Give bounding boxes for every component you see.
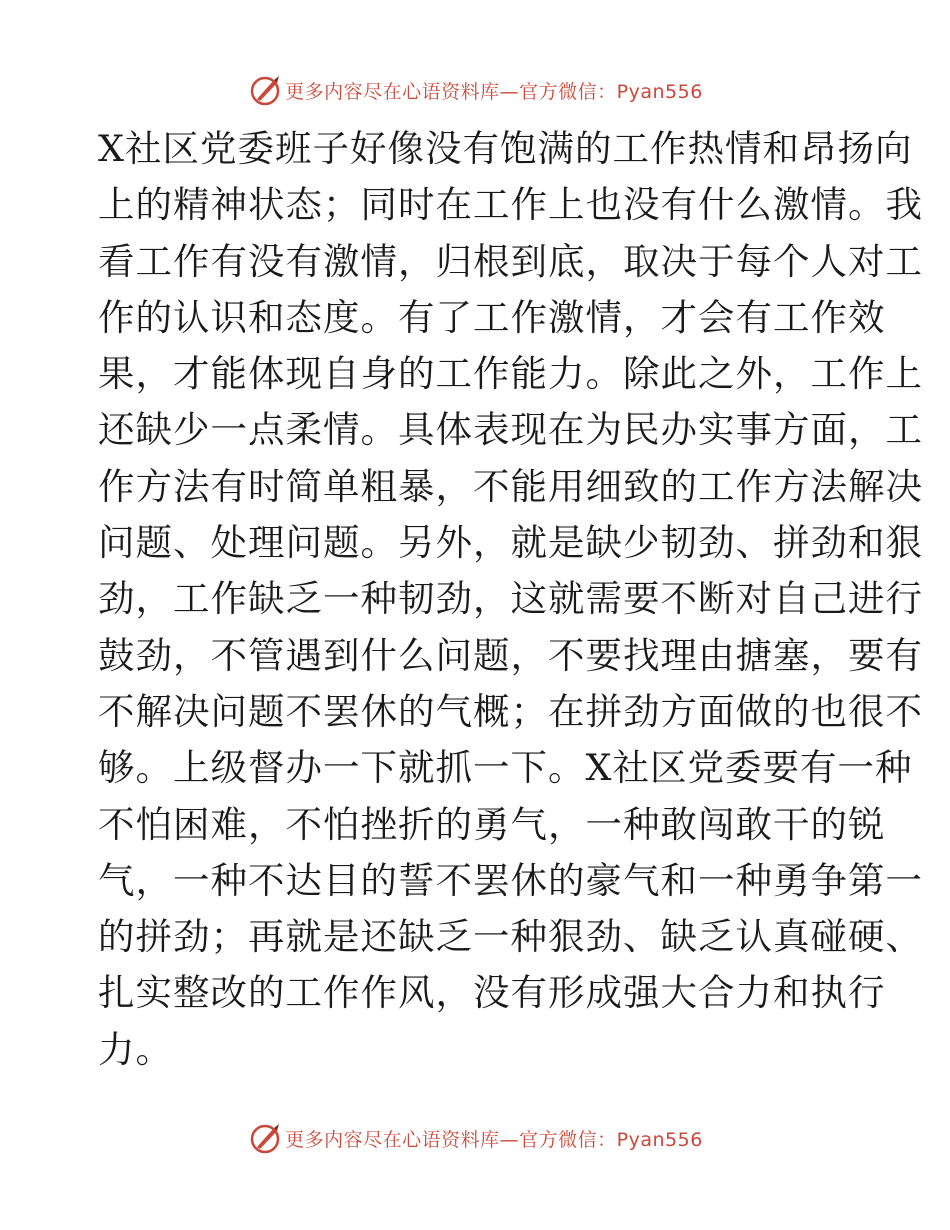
body-line: 够。上级督办一下就抓一下。X社区党委要有一种 [98, 746, 913, 790]
body-line: 气，一种不达目的誓不罢休的豪气和一种勇争第一 [98, 858, 923, 902]
quill-pen-seal-icon [247, 1120, 283, 1156]
body-line: 鼓劲，不管遇到什么问题，不要找理由搪塞，要有 [98, 633, 923, 677]
body-line: 不解决问题不罢休的气概；在拼劲方面做的也很不 [98, 689, 923, 733]
body-line: 看工作有没有激情，归根到底，取决于每个人对工 [98, 239, 923, 283]
body-line: 不怕困难，不怕挫折的勇气，一种敢闯敢干的锐 [98, 802, 886, 846]
document-body [98, 121, 923, 1078]
body-line: X社区党委班子好像没有饱满的工作热情和昂扬向 [98, 127, 913, 170]
body-line: 力。 [98, 1027, 173, 1071]
body-line: 扎实整改的工作作风，没有形成强大合力和执行 [98, 971, 886, 1015]
body-line: 还缺少一点柔情。具体表现在为民办实事方面，工 [98, 408, 923, 452]
body-line: 果，才能体现自身的工作能力。除此之外，工作上 [98, 352, 923, 396]
footer-watermark [0, 1118, 950, 1158]
body-line: 劲，工作缺乏一种韧劲，这就需要不断对自己进行 [98, 577, 923, 621]
body-line: 问题、处理问题。另外，就是缺少韧劲、拼劲和狠 [98, 521, 923, 565]
body-line: 上的精神状态；同时在工作上也没有什么激情。我 [98, 183, 923, 227]
body-line: 的拼劲；再就是还缺乏一种狠劲、缺乏认真碰硬、 [98, 915, 923, 959]
quill-pen-seal-icon [247, 72, 283, 108]
body-line: 作方法有时简单粗暴，不能用细致的工作方法解决 [98, 464, 923, 508]
body-line: 作的认识和态度。有了工作激情，才会有工作效 [98, 295, 886, 339]
header-watermark [0, 70, 950, 110]
footer-watermark-text: 更多内容尽在心语资料库—官方微信：Pyan556 [285, 1128, 703, 1151]
header-watermark-text: 更多内容尽在心语资料库—官方微信：Pyan556 [285, 80, 703, 103]
